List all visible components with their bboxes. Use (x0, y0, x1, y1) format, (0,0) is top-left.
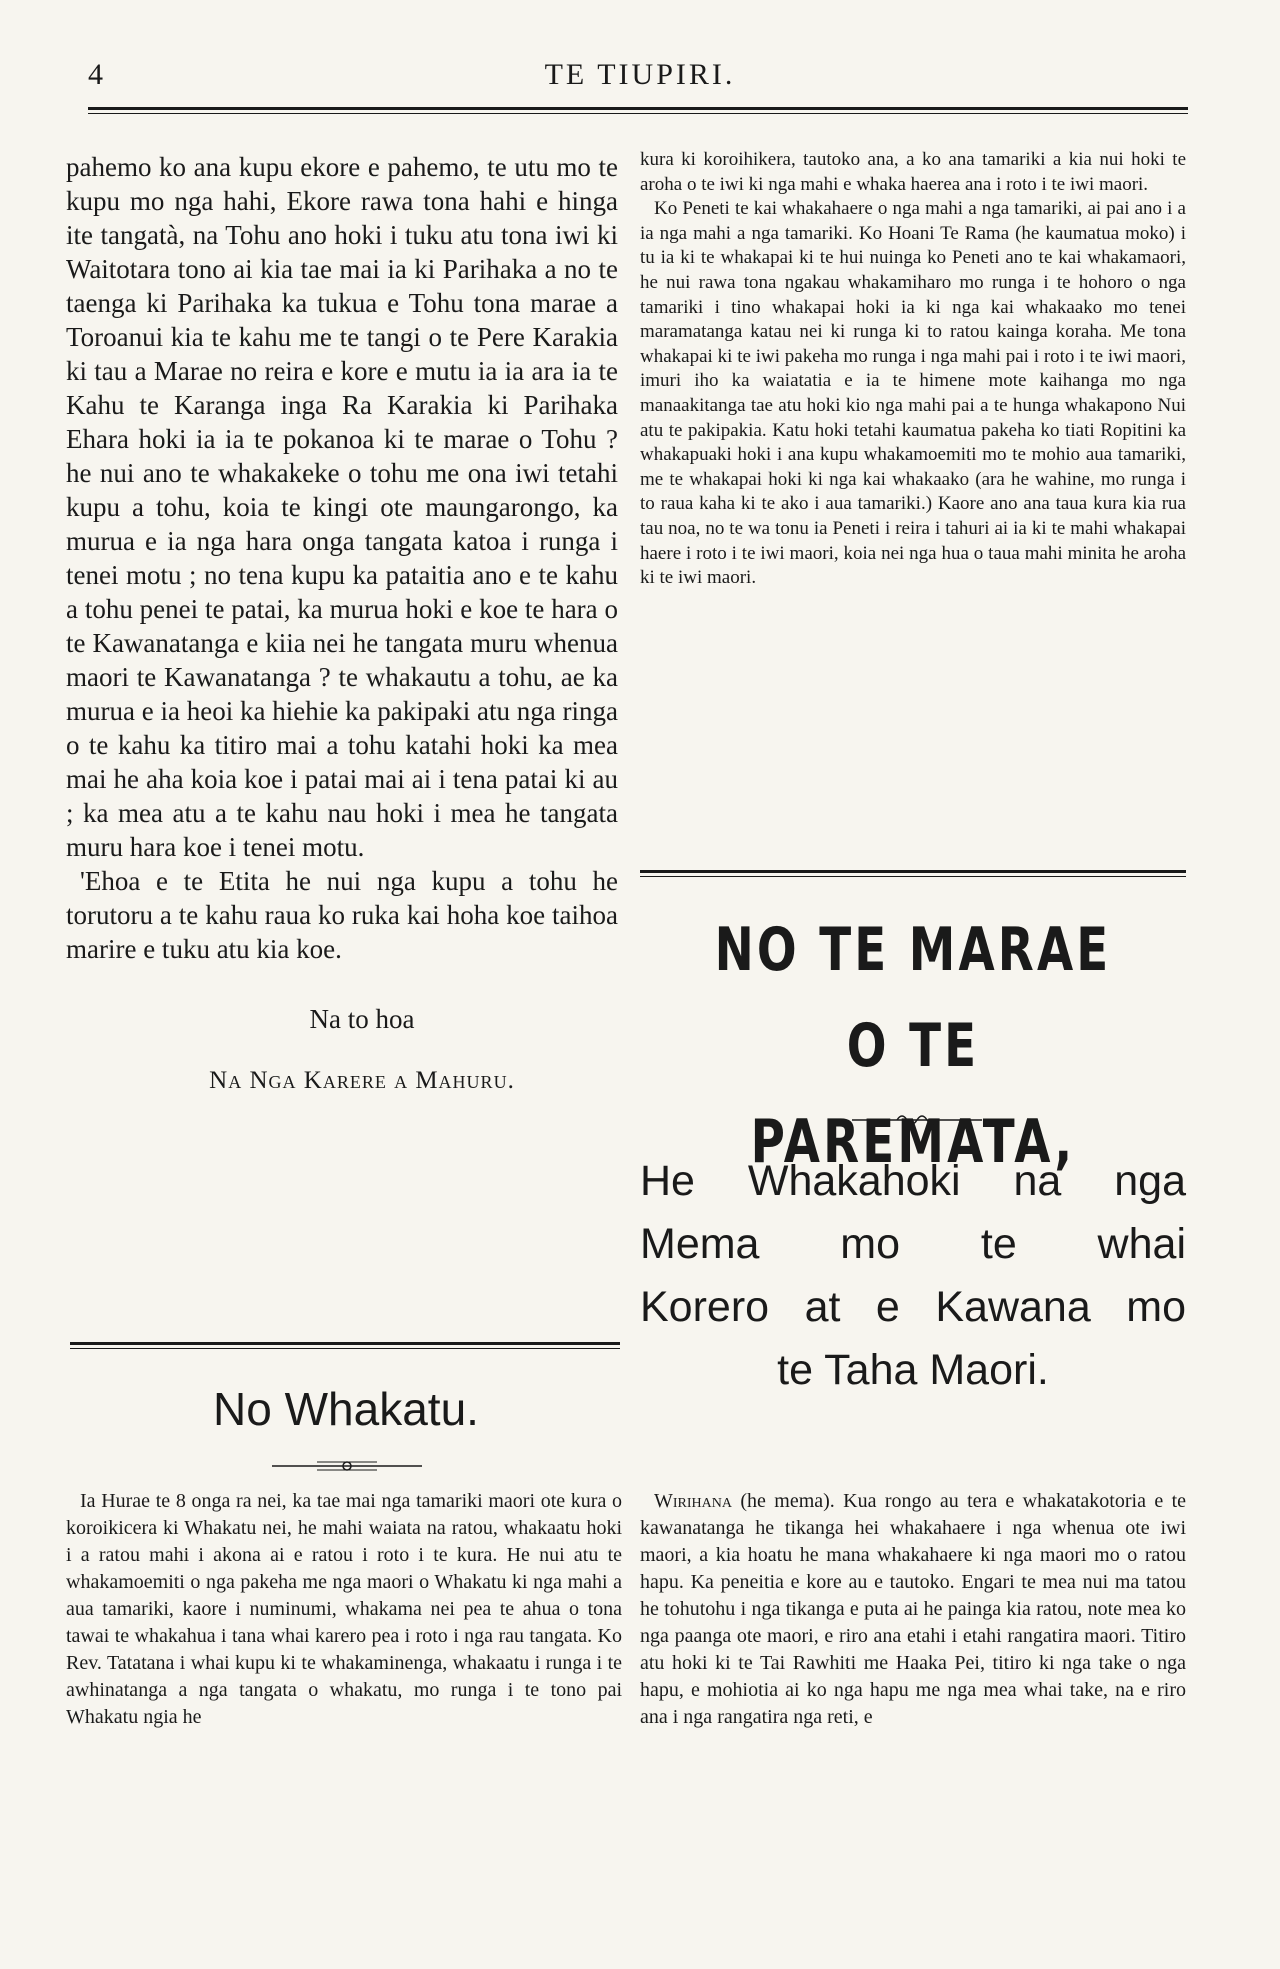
header-rule-thick (88, 107, 1188, 110)
right-rule-thick (640, 870, 1186, 873)
whakahoki-line-1: He Whakahoki na nga (640, 1157, 1186, 1205)
whakatu-heading: No Whakatu. (213, 1383, 479, 1435)
marae-heading (700, 902, 1126, 1190)
ornament-swirl-icon (852, 1110, 982, 1130)
right-column (640, 148, 1186, 591)
whakahoki-heading (640, 1150, 1186, 1402)
left-column (66, 150, 618, 1098)
whakatu-body: Ia Hurae te 8 onga ra nei, ka tae mai nga tamariki maori ote kura o koroikicera ki Whakatu nei, he mahi waiata na ratou, whakaatu hoki i a ratou mahi i akona ai e ratou i roto i te kura. He nui atu te whakamoemiti o nga pakeha me nga maori o Whakatu ki nga mahi a aua tamariki, kaore i numinumi, whakama nei pea te ahua o tona tawai te whakahua i tana whai karero pea i roto i nga rau tangata. Ko Rev. Tatatana i whai kupu ki te whakaminenga, whakaatu i runga i te awhinatanga a nga tangata o whakatu, mo runga i te tono pai Whakatu ngia he (66, 1490, 622, 1728)
signoff-line-2: Na Nga Karere a Mahuru. (209, 1067, 515, 1094)
marae-heading-line-2: PAREMATA, (750, 1107, 1076, 1177)
speaker-name: Wirihana (654, 1490, 732, 1512)
section-rule-thick (70, 1342, 620, 1345)
whakahoki-line-4: te Taha Maori. (777, 1346, 1049, 1394)
left-paragraph-2: 'Ehoa e te Etita he nui nga kupu a tohu he torutoru a te kahu raua ko ruka kai hoha koe taihoa marire e tuku atu kia koe. (66, 866, 618, 964)
right-rule-thin (640, 876, 1186, 877)
page-number: 4 (88, 58, 103, 91)
left-paragraph-1: pahemo ko ana kupu ekore e pahemo, te utu mo te kupu mo nga hahi, Ekore rawa tona hahi e hinga ite tangatà, na Tohu ano hoki i tuku atu tona iwi ki Waitotara tono ai kia tae mai ia ki Parihaka a no te taenga ki Parihaka ka tukua e Tohu tona marae a Toroanui kia te kahu me te tangi o te Pere Karakia ki tau a Marae no reira e kore e mutu ia ia ara ia te Kahu te Karanga inga Ra Karakia ki Parihaka Ehara hoki ia ia te pokanoa ki te marae o Tohu ? he nui ano te whakakeke o tohu me ona iwi tetahi kupu a tohu, koia te kingi ote maungarongo, ka murua e ia nga hara onga tangata katoa i runga i tenei motu ; no tena kupu ka pataitia ano e te kahu a tohu penei te patai, ka murua hoki e koe te hara o te Kawanatanga e kiia nei he tangata muru whenua maori te Kawanatanga ? te whakautu a tohu, ae ka murua e ia heoi ka hiehie ka pakipaki atu nga ringa o te kahu ka titiro mai a tohu katahi hoki ka mea mai he aha koia koe i patai mai ai i tena patai ki au ; ka mea atu a te kahu nau hoki i mea he tangata muru hara koe i tenei motu. (66, 152, 618, 862)
page-title: TE TIUPIRI. (544, 58, 736, 91)
whakahoki-body (640, 1488, 1186, 1731)
whakahoki-text: (he mema). Kua rongo au tera e whakatakotoria e te kawanatanga he tikanga hei whakahaere i nga whenua ote iwi maori, a kia hoatu he mana whakahaere ki nga maori mo o ratou hapu. Ka peneitia e kore au e tautoko. Engari te mea nui ma tatou he tohutohu i nga tikanga e puta ai he painga kia ratou, note mea ko nga paanga ote maori, e riro ana etahi i etahi rangatira maori. Titiro atu hoki ki te Tai Rawhiti me Haaka Pei, titiro ki nga take o nga hapu, e mohiotia ai ko nga hapu me nga mea whai take, na e riro ana i nga rangatira nga reti, e (640, 1490, 1186, 1728)
header-rule-thin (88, 113, 1188, 114)
right-paragraph-2: Ko Peneti te kai whakahaere o nga mahi a nga tamariki, ai pai ano i a ia nga mahi a nga tamariki. Ko Hoani Te Rama (he kaumatua moko) i tu ia ki te whakapai ki te hui nuinga ko Peneti ano te kai whakamaori, he nui rawa tona ngakau whakamiharo mo runga i te hohoro o nga tamariki i tino whakapai hoki ia ki nga kai whakaako mo tenei maramatanga katau nei ki runga ki to ratou kainga koraha. Me tona whakapai ki te iwi pakeha mo runga i nga mahi pai i roto i te iwi maori, imuri iho ka waiatatia e ia te himene mote kaihanga mo nga manaakitanga tae atu hoki kio nga mahi pai a te hunga whakapono Nui atu te pakipakia. Katu hoki tetahi kaumatua pakeha ko tiati Ropitini ka whakapuaki hoki i ana kupu whakamoemiti mo te mohio aua tamariki, me te whakapai hoki ki nga kai whakaako (ara he wahine, mo runga i to raua kaha ki te ako i aua tamariki.) Kaore ano ana taua kura kia rua tau noa, no te wa tonu ia Peneti i reira i tahuri ai ia ki te mahi whakapai haere i roto i te iwi maori, koia nei nga hua o taua mahi minita he aroha ki te iwi maori. (640, 198, 1186, 589)
whakahoki-line-3: Korero at e Kawana mo (640, 1283, 1186, 1331)
whakahoki-line-2: Mema mo te whai (640, 1220, 1186, 1268)
section-rule-thin (70, 1348, 620, 1349)
signoff-line-1: Na to hoa (309, 1004, 415, 1034)
marae-heading-line-1: NO TE MARAE O TE (714, 915, 1112, 1081)
ornament-divider-icon (272, 1456, 422, 1476)
right-paragraph-1: kura ki koroihikera, tautoko ana, a ko ana tamariki a kia nui hoki te aroha o te iwi ki nga mahi e whaka haerea ana i roto i te iwi maori. (640, 149, 1186, 195)
